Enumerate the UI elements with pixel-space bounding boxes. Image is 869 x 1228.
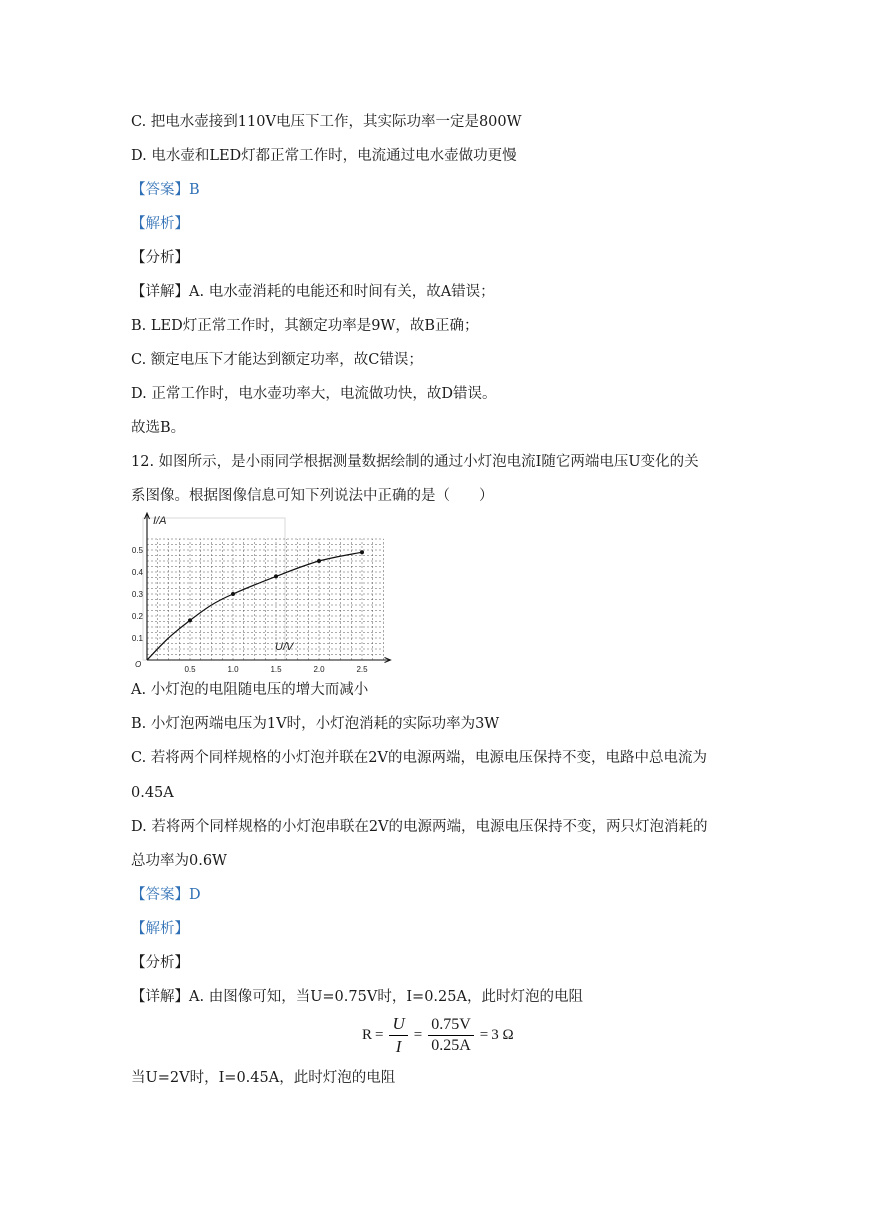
x-tick-label: 0.5	[184, 665, 196, 674]
question-12-line1: 12. 如图所示，是小雨同学根据测量数据绘制的通过小灯泡电流I随它两端电压U变化的关	[131, 454, 699, 470]
fraction-numerator-u: U	[389, 1014, 407, 1036]
option-d-line2: 总功率为0.6W	[131, 853, 227, 869]
detail-a: 【详解】A. 由图像可知，当U=0.75V时，I=0.25A，此时灯泡的电阻	[131, 989, 583, 1005]
formula-result: 3 Ω	[491, 1026, 514, 1043]
y-tick-label: 0.4	[131, 568, 143, 577]
y-tick-label: 0.2	[131, 612, 143, 621]
iu-graph	[129, 510, 368, 676]
resistance-formula	[362, 1012, 514, 1058]
fraction-values	[428, 1016, 474, 1055]
fenxi-label: 【分析】	[131, 955, 189, 971]
next-condition-line: 当U=2V时，I=0.45A，此时灯泡的电阻	[131, 1070, 396, 1086]
x-tick-label: 1.5	[270, 665, 282, 674]
data-point	[188, 618, 192, 622]
x-tick-label: 1.0	[227, 665, 239, 674]
x-axis-label: U/V	[275, 641, 294, 653]
formula-eq1: =	[375, 1026, 384, 1043]
data-point	[360, 550, 364, 554]
data-point	[317, 559, 321, 563]
option-d-prev: D. 电水壶和LED灯都正常工作时，电流通过电水壶做功更慢	[131, 148, 517, 164]
y-tick-label: 0.3	[131, 590, 143, 599]
question-12-line2: 系图像。根据图像信息可知下列说法中正确的是（ ）	[131, 488, 494, 504]
option-c-line1: C. 若将两个同样规格的小灯泡并联在2V的电源两端，电源电压保持不变，电路中总电流为	[131, 750, 707, 766]
fraction-numerator-value: 0.75V	[428, 1016, 474, 1036]
formula-eq2: =	[413, 1026, 423, 1043]
y-tick-label: 0.1	[131, 634, 143, 643]
y-tick-label: 0.5	[131, 546, 143, 555]
formula-lhs: R	[362, 1026, 373, 1043]
formula-eq3: =	[479, 1026, 489, 1043]
option-c-prev: C. 把电水壶接到110V电压下工作，其实际功率一定是800W	[131, 114, 522, 130]
analysis-label: 【解析】	[131, 921, 189, 937]
data-point	[274, 574, 278, 578]
analysis-label-prev: 【解析】	[131, 216, 189, 232]
fraction-u-over-i	[389, 1014, 407, 1057]
detail-d-prev: D. 正常工作时，电水壶功率大，电流做功快，故D错误。	[131, 386, 497, 402]
detail-c-prev: C. 额定电压下才能达到额定功率，故C错误；	[131, 352, 423, 368]
conclusion-prev: 故选B。	[131, 420, 186, 436]
fraction-denominator-value: 0.25A	[431, 1036, 471, 1054]
detail-a-prev: 【详解】A. 电水壶消耗的电能还和时间有关，故A错误；	[131, 284, 495, 300]
option-c-line2: 0.45A	[131, 785, 174, 801]
answer-label: 【答案】D	[131, 887, 201, 903]
fraction-denominator-i: I	[395, 1036, 402, 1056]
answer-label-prev: 【答案】B	[131, 182, 200, 198]
fenxi-label-prev: 【分析】	[131, 250, 189, 266]
x-tick-label: 2.0	[313, 665, 325, 674]
option-a: A. 小灯泡的电阻随电压的增大而减小	[131, 682, 369, 698]
option-d-line1: D. 若将两个同样规格的小灯泡串联在2V的电源两端，电源电压保持不变，两只灯泡消耗的	[131, 819, 708, 835]
detail-b-prev: B. LED灯正常工作时，其额定功率是9W，故B正确；	[131, 318, 479, 334]
option-b: B. 小灯泡两端电压为1V时，小灯泡消耗的实际功率为3W	[131, 716, 500, 732]
y-axis-label: I/A	[153, 515, 167, 527]
x-tick-label: 2.5	[356, 665, 368, 674]
data-point	[231, 592, 235, 596]
origin-label: O	[135, 660, 142, 669]
